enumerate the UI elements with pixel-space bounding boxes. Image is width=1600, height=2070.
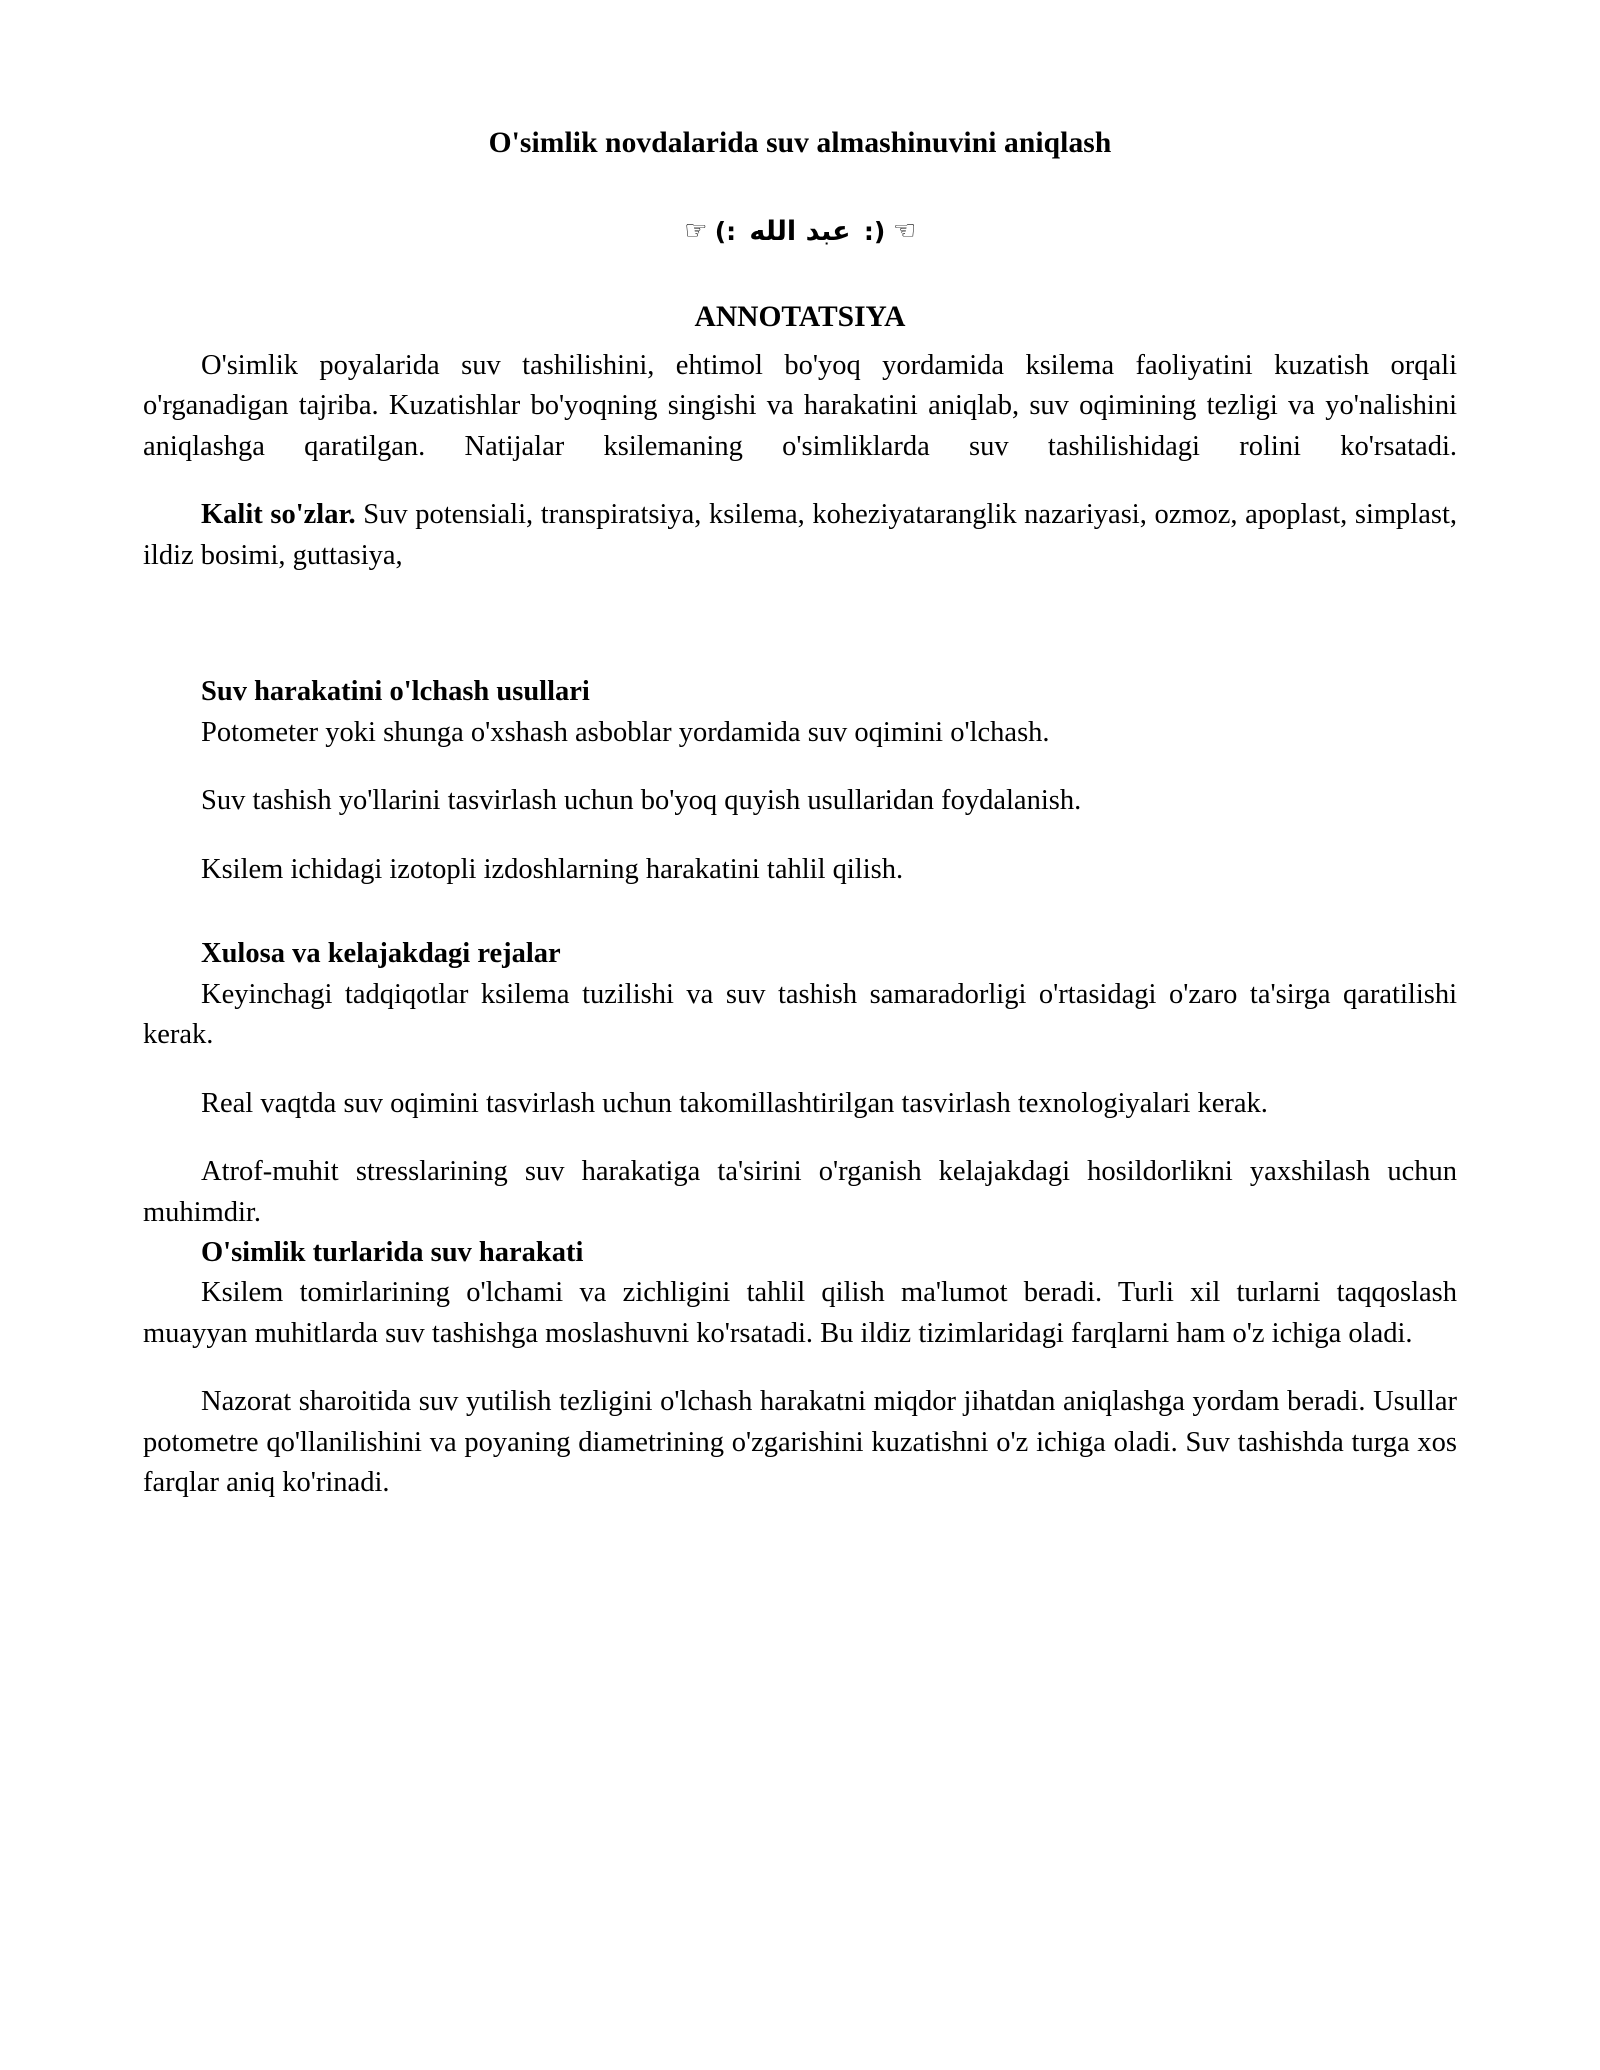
section-heading-conclusion-future-plans: Xulosa va kelajakdagi rejalar [201, 938, 561, 970]
section-0-paragraph-2: Ksilem ichidagi izotopli izdoshlarning harakatini tahlil qilish. [201, 853, 904, 885]
section-1-paragraph-2: Atrof-muhit stresslarining suv harakatiga ta'sirini o'rganish kelajakdagi hosildorlikni yaxshilash uchun muhimdir. [143, 1156, 1457, 1228]
section-2-paragraph-1: Nazorat sharoitida suv yutilish tezligini o'lchash harakatni miqdor jihatdan aniqlashga yordam beradi. Usullar potometre qo'llanilishini va poyaning diametrining o'zgarishini kuzatishni o'z ichiga oladi. Suv tashishda turga xos farqlar aniq ko'rinadi. [143, 1386, 1457, 1499]
author-name: عبد الله [749, 216, 851, 248]
section-1-paragraph-0: Keyinchagi tadqiqotlar ksilema tuzilishi va suv tashish samaradorligi o'rtasidagi o'zaro ta'sirga qaratilishi kerak. [143, 978, 1457, 1051]
annotation-heading: ANNOTATSIYA [694, 301, 906, 334]
annotation-paragraph: O'simlik poyalarida suv tashilishini, ehtimol bo'yoq yordamida ksilema faoliyatini kuzatish orqali o'rganadigan tajriba. Kuzatishlar bo'yoqning singishi va harakatini aniqlab, suv oqimining tezligi va yo'nalishini aniqlashga qaratilgan. Natijalar ksilemaning o'simliklarda suv tashilishidagi rolini ko'rsatadi. [143, 349, 1457, 462]
section-0-paragraph-1: Suv tashish yo'llarini tasvirlash uchun bo'yoq quyish usullaridan foydalanish. [201, 785, 1082, 817]
pointing-hand-right-icon: ☞ [892, 216, 916, 247]
document-content [143, 0, 1457, 1504]
keywords-label: Kalit so'zlar. [201, 499, 356, 531]
keywords-text: Suv potensiali, transpiratsiya, ksilema, koheziyataranglik nazariyasi, ozmoz, apoplast, simplast, ildiz bosimi, guttasiya, [143, 499, 1457, 571]
emoticon-close: :) [863, 217, 886, 247]
section-0-paragraph-0: Potometer yoki shunga o'xshash asboblar yordamida suv oqimini o'lchash. [201, 716, 1050, 748]
emoticon-open: (: [714, 217, 737, 247]
keywords-paragraph [143, 495, 1457, 576]
page-title: O'simlik novdalarida suv almashinuvini aniqlash [488, 127, 1112, 159]
section-heading-water-movement-in-species: O'simlik turlarida suv harakati [201, 1236, 584, 1268]
section-heading-measurement-methods: Suv harakatini o'lchash usullari [201, 676, 590, 708]
section-2-paragraph-0: Ksilem tomirlarining o'lchami va zichligini tahlil qilish ma'lumot beradi. Turli xil turlarni taqqoslash muayyan muhitlarda suv tashishga moslashuvni ko'rsatadi. Bu ildiz tizimlaridagi farqlarni ham o'z ichiga oladi. [143, 1277, 1457, 1349]
author-byline [143, 161, 1457, 251]
section-1-paragraph-1: Real vaqtda suv oqimini tasvirlash uchun takomillashtirilgan tasvirlash texnologiyalari kerak. [201, 1087, 1268, 1119]
section-spacer [143, 576, 1457, 672]
section-spacer-2 [143, 890, 1457, 934]
pointing-hand-left-icon: ☞ [684, 216, 708, 247]
